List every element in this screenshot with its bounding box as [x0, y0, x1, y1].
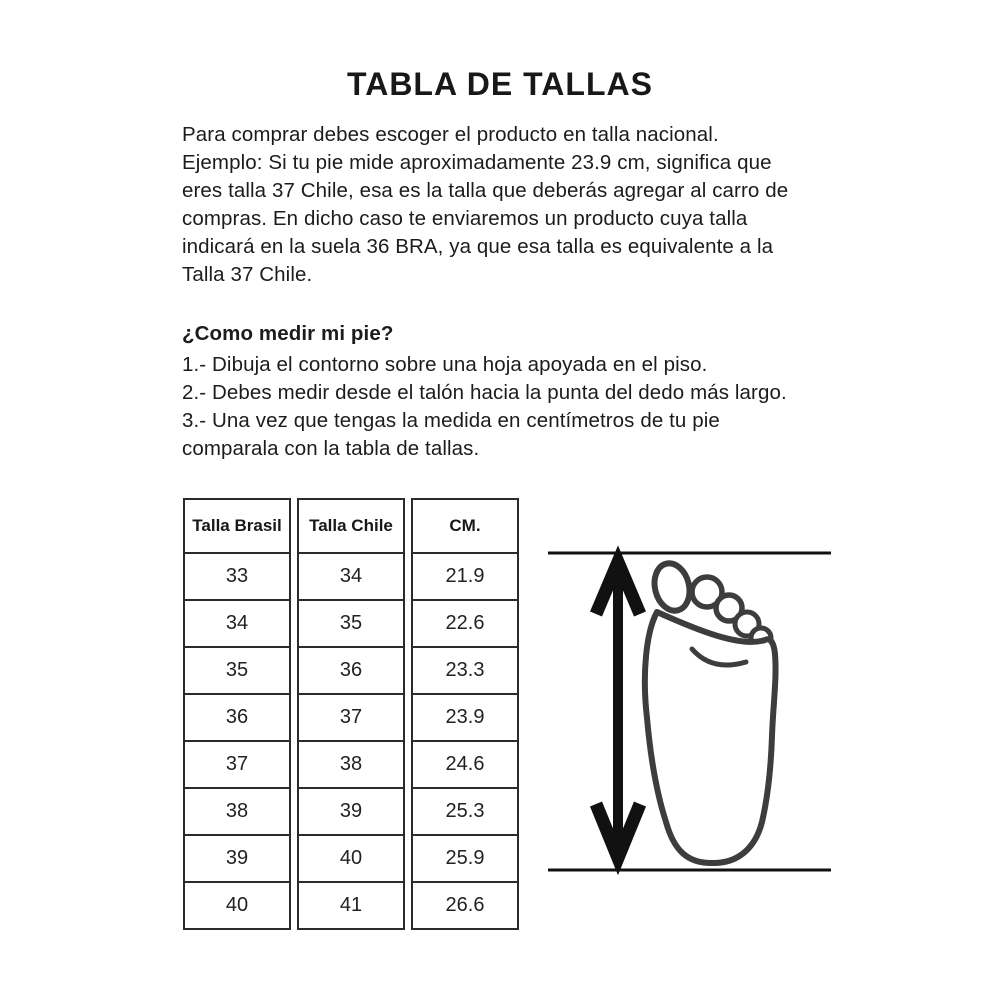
size-table-column-chile: [297, 498, 405, 930]
size-cell: 23.3: [413, 646, 517, 693]
size-table-column-cm: [411, 498, 519, 930]
size-cell: 37: [299, 693, 403, 740]
intro-line: Para comprar debes escoger el producto en talla nacional.: [182, 123, 719, 146]
size-cell: 34: [185, 599, 289, 646]
intro-line: compras. En dicho caso te enviaremos un producto cuya talla: [182, 207, 748, 230]
size-cell: 36: [299, 646, 403, 693]
intro-line: eres talla 37 Chile, esa es la talla que deberás agregar al carro de: [182, 179, 789, 202]
size-cell: 25.3: [413, 787, 517, 834]
intro-line: indicará en la suela 36 BRA, ya que esa talla es equivalente a la: [182, 235, 774, 258]
intro-paragraph: [182, 121, 788, 289]
size-cell: 21.9: [413, 552, 517, 599]
measure-guide: [182, 320, 787, 463]
size-cell: 23.9: [413, 693, 517, 740]
vertical-double-arrow-icon: [596, 562, 640, 858]
size-cell: 35: [185, 646, 289, 693]
size-cell: 40: [299, 834, 403, 881]
size-cell: 36: [185, 693, 289, 740]
measure-guide-heading: ¿Como medir mi pie?: [182, 322, 394, 345]
size-table-header: Talla Brasil: [192, 516, 282, 535]
size-cell: 35: [299, 599, 403, 646]
size-table-column-brasil: [183, 498, 291, 930]
size-cell: 34: [299, 552, 403, 599]
size-cell: 25.9: [413, 834, 517, 881]
size-cell: 26.6: [413, 881, 517, 928]
measure-step: 2.- Debes medir desde el talón hacia la punta del dedo más largo.: [182, 381, 787, 404]
intro-line: Talla 37 Chile.: [182, 263, 313, 286]
size-cell: 22.6: [413, 599, 517, 646]
size-table-header: Talla Chile: [309, 516, 393, 535]
size-table-header: CM.: [449, 516, 481, 535]
size-cell: 40: [185, 881, 289, 928]
size-cell: 33: [185, 552, 289, 599]
size-cell: 41: [299, 881, 403, 928]
measure-step: 3.- Una vez que tengas la medida en centímetros de tu pie: [182, 409, 720, 432]
size-cell: 38: [299, 740, 403, 787]
foot-measure-diagram: [545, 540, 835, 875]
size-cell: 39: [185, 834, 289, 881]
measure-step-wrap: comparala con la tabla de tallas.: [182, 437, 480, 460]
measure-step: 1.- Dibuja el contorno sobre una hoja apoyada en el piso.: [182, 353, 708, 376]
page-title: TABLA DE TALLAS: [347, 66, 653, 102]
size-cell: 37: [185, 740, 289, 787]
foot-sole-icon: [645, 560, 776, 863]
size-table: [183, 498, 519, 930]
size-cell: 38: [185, 787, 289, 834]
size-cell: 39: [299, 787, 403, 834]
size-cell: 24.6: [413, 740, 517, 787]
intro-line: Ejemplo: Si tu pie mide aproximadamente 23.9 cm, significa que: [182, 151, 772, 174]
